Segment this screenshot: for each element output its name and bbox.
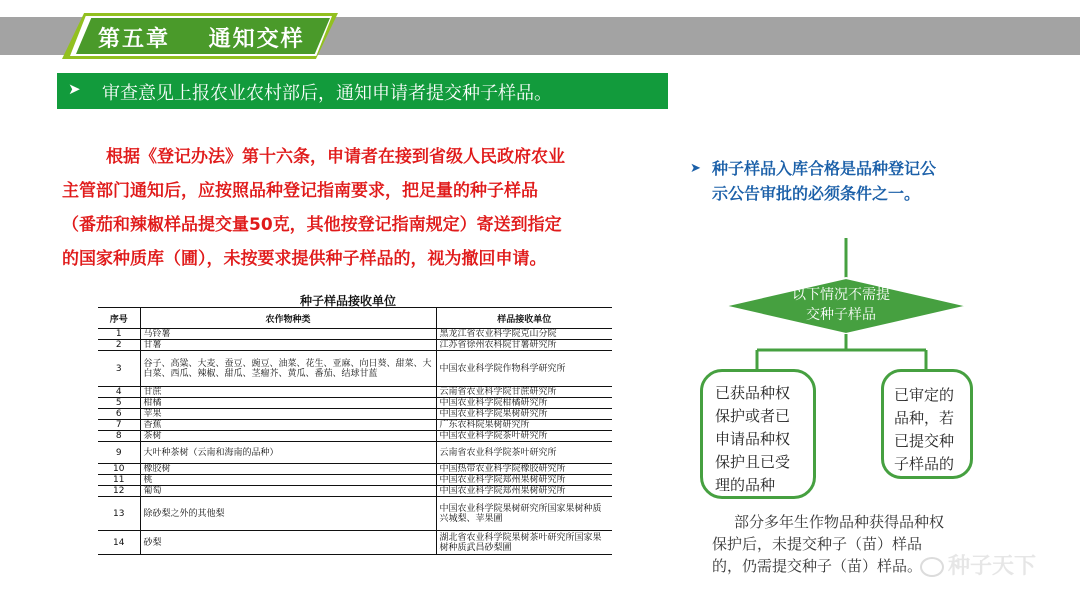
table-cell-no: 6 xyxy=(98,409,140,420)
table-cell-no: 11 xyxy=(98,475,140,486)
wechat-icon xyxy=(920,557,944,577)
paragraph-line: 根据《登记办法》第十六条，申请者在接到省级人民政府农业 xyxy=(106,147,565,167)
arrow-bullet-icon: ➤ xyxy=(690,161,701,176)
table-cell-crop: 除砂梨之外的其他梨 xyxy=(140,497,436,531)
paragraph-line: 主管部门通知后，应按照品种登记指南要求，把足量的种子样品 xyxy=(62,181,538,201)
table-cell-unit: 湖北省农业科学院果树茶叶研究所国家果树种质武昌砂梨圃 xyxy=(436,531,612,555)
table-cell-crop: 葡萄 xyxy=(140,486,436,497)
table-cell-crop: 橡胶树 xyxy=(140,464,436,475)
table-cell-crop: 香蕉 xyxy=(140,420,436,431)
table-cell-no: 8 xyxy=(98,431,140,442)
box-line: 保护且已受 xyxy=(715,453,791,471)
table-cell-crop: 桃 xyxy=(140,475,436,486)
watermark xyxy=(920,549,1036,580)
box-line: 理的品种 xyxy=(715,476,776,494)
table-cell-unit: 江苏省徐州农科院甘薯研究所 xyxy=(436,340,612,351)
table-cell-crop: 马铃薯 xyxy=(140,329,436,340)
arrow-bullet-icon: ➤ xyxy=(68,80,81,98)
table-cell-no: 9 xyxy=(98,442,140,464)
table-cell-no: 4 xyxy=(98,387,140,398)
table-cell-unit: 中国农业科学院郑州果树研究所 xyxy=(436,486,612,497)
table-title: 种子样品接收单位 xyxy=(300,294,397,308)
header-unit: 样品接收单位 xyxy=(436,308,612,329)
diamond-line: 交种子样品 xyxy=(806,307,876,323)
exemption-box-approved xyxy=(881,369,973,479)
watermark-text: 种子天下 xyxy=(948,554,1037,579)
table-cell-no: 2 xyxy=(98,340,140,351)
exemption-box-protected xyxy=(700,369,816,499)
box-line: 已审定的 xyxy=(894,386,955,404)
table-cell-unit: 黑龙江省农业科学院克山分院 xyxy=(436,329,612,340)
box-line: 申请品种权 xyxy=(715,430,791,448)
table-cell-no: 12 xyxy=(98,486,140,497)
header-crop: 农作物种类 xyxy=(140,308,436,329)
table-cell-unit: 云南省农业科学院茶叶研究所 xyxy=(436,442,612,464)
chapter-title: 第五章 通知交样 xyxy=(98,27,305,52)
table-cell-unit: 中国农业科学院作物科学研究所 xyxy=(436,351,612,387)
table-cell-unit: 中国热带农业科学院橡胶研究所 xyxy=(436,464,612,475)
table-cell-crop: 苹果 xyxy=(140,409,436,420)
diamond-label xyxy=(772,285,910,325)
box-line: 已提交种 xyxy=(894,432,955,450)
bullet-line: 种子样品入库合格是品种登记公 xyxy=(712,159,937,178)
table-cell-unit: 中国农业科学院郑州果树研究所 xyxy=(436,475,612,486)
table-cell-crop: 甘蔗 xyxy=(140,387,436,398)
box-line: 子样品的 xyxy=(894,455,955,473)
paragraph-line: （番茄和辣椒样品提交量50克，其他按登记指南规定）寄送到指定 xyxy=(62,215,562,235)
box-line: 品种，若 xyxy=(894,409,955,427)
bullet-line: 示公告审批的必须条件之一。 xyxy=(712,184,921,203)
table-cell-unit: 云南省农业科学院甘蔗研究所 xyxy=(436,387,612,398)
box-line: 已获品种权 xyxy=(715,384,791,402)
diamond-line: 以下情况不需提 xyxy=(792,287,890,303)
table-cell-unit: 广东农科院果树研究所 xyxy=(436,420,612,431)
note-line: 的，仍需提交种子（苗）样品。 xyxy=(712,557,923,575)
banner-text: 审查意见上报农业农村部后，通知申请者提交种子样品。 xyxy=(102,83,552,104)
table-cell-unit: 中国农业科学院茶叶研究所 xyxy=(436,431,612,442)
table-cell-crop: 甘薯 xyxy=(140,340,436,351)
note-line: 保护后，未提交种子（苗）样品 xyxy=(712,535,923,553)
table-cell-no: 5 xyxy=(98,398,140,409)
note-line: 部分多年生作物品种获得品种权 xyxy=(734,513,945,531)
table-cell-no: 7 xyxy=(98,420,140,431)
table-cell-no: 1 xyxy=(98,329,140,340)
table-cell-no: 10 xyxy=(98,464,140,475)
table-cell-no: 13 xyxy=(98,497,140,531)
table-cell-crop: 大叶种茶树（云南和海南的品种） xyxy=(140,442,436,464)
table-cell-crop: 茶树 xyxy=(140,431,436,442)
table-cell-no: 3 xyxy=(98,351,140,387)
table-cell-unit: 中国农业科学院果树研究所 xyxy=(436,409,612,420)
paragraph-line: 的国家种质库（圃），未按要求提供种子样品的，视为撤回申请。 xyxy=(62,249,547,269)
table-cell-crop: 谷子、高粱、大麦、蚕豆、豌豆、油菜、花生、亚麻、向日葵、甜菜、大白菜、西瓜、辣椒、甜瓜、茎瘤芥、黄瓜、番茄、结球甘蓝 xyxy=(140,351,436,387)
header-number: 序号 xyxy=(98,308,140,329)
table-cell-crop: 柑橘 xyxy=(140,398,436,409)
box-line: 保护或者已 xyxy=(715,407,791,425)
table-cell-unit: 中国农业科学院果树研究所国家果树种质兴城梨、苹果圃 xyxy=(436,497,612,531)
table-cell-unit: 中国农业科学院柑橘研究所 xyxy=(436,398,612,409)
table-cell-no: 14 xyxy=(98,531,140,555)
table-cell-crop: 砂梨 xyxy=(140,531,436,555)
